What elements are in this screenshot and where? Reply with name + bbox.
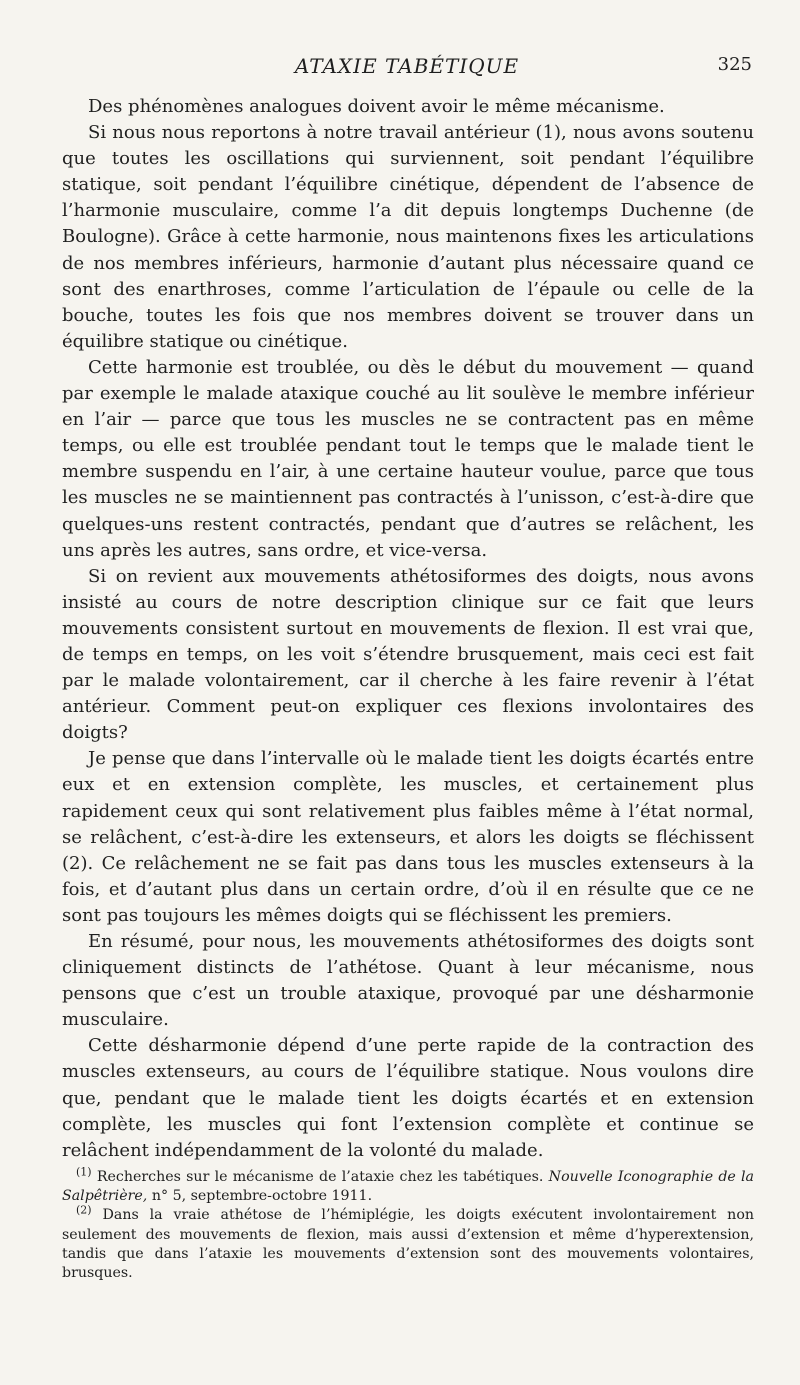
running-title: ATAXIE TABÉTIQUE xyxy=(294,54,520,78)
footnote-journal: Nouvelle Iconographie de la Salpêtrière, xyxy=(62,1169,755,1205)
paragraph: Cette désharmonie dépend d’une perte rapide de la contraction des muscles extenseurs, au cours de l’équilibre statique. Nous voulons dire que, pendant que le malade tient les doigts écartés et en extension complète, les muscles qui font l’extension complète et continue se relâchent indépendamment de la volonté du malade. xyxy=(62,1035,754,1161)
footnotes xyxy=(62,1165,755,1283)
footnote-1 xyxy=(62,1165,755,1206)
footnote-text: Recherches sur le mécanisme de l’ataxie chez les tabétiques. xyxy=(96,1169,544,1185)
paragraph: Si on revient aux mouvements athétosiformes des doigts, nous avons insisté au cours de notre description clinique sur ce fait que leurs mouvements consistent surtout en mouvements de flexion. Il est vrai que, de temps en temps, on les voit s’étendre brusquement, mais ceci est fait par le malade volontairement, car il cherche à les faire revenir à l’état antérieur. Comment peut-on expliquer ces flexions involontaires des doigts? xyxy=(62,565,754,744)
paragraph: En résumé, pour nous, les mouvements athétosiformes des doigts sont cliniquement distincts de l’athétose. Quant à leur mécanisme, nous pensons que c’est un trouble ataxique, provoqué par une désharmonie musculaire. xyxy=(62,931,754,1031)
page-header xyxy=(62,54,752,82)
body-text xyxy=(62,94,754,1164)
paragraph: Cette harmonie est troublée, ou dès le début du mouvement — quand par exemple le malade ataxique couché au lit soulève le membre inférieur en l’air — parce que tous les muscles ne se contractent pas en même temps, ou elle est troublée pendant tout le temps que le malade tient le membre suspendu en l’air, à une certaine hauteur voulue, parce que tous les muscles ne se maintiennent pas contractés à l’unisson, c’est-à-dire que quelques-uns restent contractés, pendant que d’autres se relâchent, les uns après les autres, sans ordre, et vice-versa. xyxy=(62,356,754,561)
paragraph: Je pense que dans l’intervalle où le malade tient les doigts écartés entre eux et en extension complète, les muscles, et certainement plus rapidement ceux qui sont relativement plus faibles même à l’état normal, se relâchent, c’est-à-dire les extenseurs, et alors les doigts se fléchissent (2). Ce relâchement ne se fait pas dans tous les muscles extenseurs à la fois, et d’autant plus dans un certain ordre, d’où il en résulte que ce ne sont pas toujours les mêmes doigts qui se fléchissent les premiers. xyxy=(62,748,754,926)
page-number: 325 xyxy=(717,54,752,75)
footnote-issue: n° 5, septembre-octobre 1911. xyxy=(151,1188,373,1205)
footnote-2 xyxy=(62,1203,754,1283)
paragraph: Si nous nous reportons à notre travail antérieur (1), nous avons soutenu que toutes les oscillations qui surviennent, soit pendant l’équilibre statique, soit pendant l’équilibre cinétique, dépendent de l’absence de l’harmonie musculaire, comme l’a dit depuis longtemps Duchenne (de Boulogne). Grâce à cette harmonie, nous maintenons fixes les articulations de nos membres inférieurs, harmonie d’autant plus nécessaire quand ce sont des enarthroses, comme l’articulation de l’épaule ou celle de la bouche, toutes les fois que nos membres doivent se trouver dans un équilibre statique ou cinétique. xyxy=(62,122,754,352)
paragraph: Des phénomènes analogues doivent avoir le même mécanisme. xyxy=(88,96,665,117)
footnote-number: (1) xyxy=(76,1165,92,1179)
footnote-text: Dans la vraie athétose de l’hémiplégie, les doigts exécutent involontairement non seulement des mouvements de flexion, mais aussi d’extension et même d’hyperextension, tandis que dans l’ataxie les mouvements d’extension sont des mouvements volontaires, brusques. xyxy=(62,1207,754,1282)
footnote-number: (2) xyxy=(76,1203,92,1217)
